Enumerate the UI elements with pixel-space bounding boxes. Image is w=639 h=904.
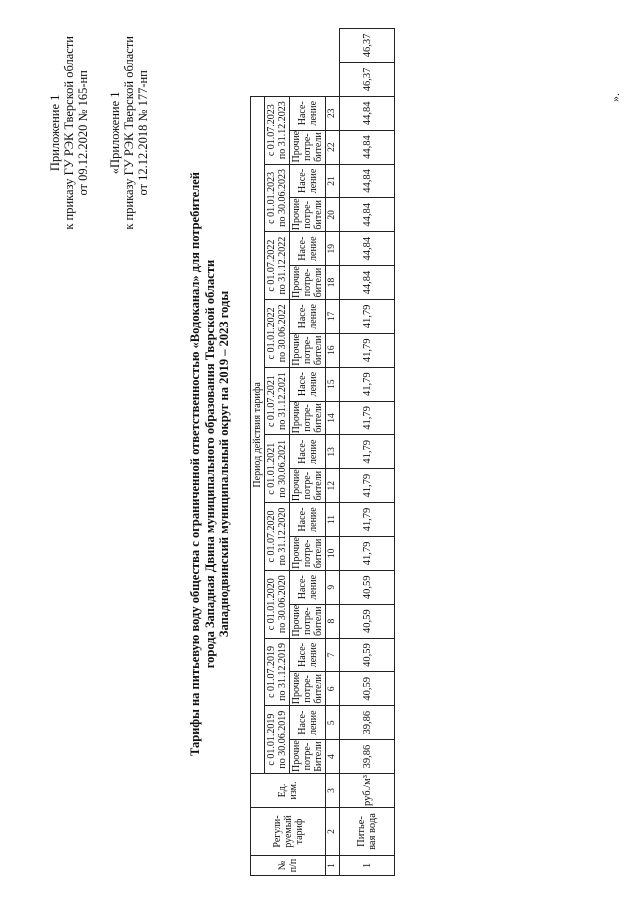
period-cell: с 01.01.2022 по 30.06.2022	[265, 299, 290, 367]
subheader-other-consumers: Прочие потре-бители	[291, 266, 324, 298]
tariff-value: 44,84	[340, 96, 395, 130]
subheader-other-consumers: Прочие потре-бители	[291, 469, 324, 502]
tariff-value: 40,59	[340, 638, 395, 672]
tariff-value: 44,84	[340, 130, 395, 164]
column-number: 15	[326, 367, 340, 401]
tariff-value: 44,84	[340, 198, 395, 232]
subheader-population: Насе-ление	[290, 232, 326, 266]
subheader-population: Насе-ление	[290, 164, 326, 198]
column-number: 5	[326, 706, 340, 740]
subheader-population: Насе-ление	[290, 706, 326, 740]
column-number: 12	[326, 469, 340, 503]
subheader-other-consumers: Прочие потре-бители	[291, 604, 324, 637]
tariff-value: 44,84	[340, 232, 395, 266]
col-header-tariff: Регули-руемый тариф	[251, 808, 326, 856]
column-number: 22	[326, 130, 340, 164]
column-number: 13	[326, 435, 340, 469]
tariff-value: 41,79	[340, 299, 395, 333]
subheader-population: Насе-ление	[290, 570, 326, 604]
column-number: 3	[326, 774, 340, 808]
column-number-row	[326, 29, 340, 876]
column-number: 17	[326, 299, 340, 333]
column-number: 7	[326, 638, 340, 672]
column-number: 14	[326, 401, 340, 435]
period-cell: с 01.07.2019 по 31.12.2019	[265, 638, 290, 706]
tariff-value: 41,79	[340, 503, 395, 537]
column-number: 11	[326, 503, 340, 537]
title-line-3: Западнодвинский муниципальный округ на 2019 – 2023 годы	[217, 290, 231, 638]
subheader-other-consumers: Прочие потре-бители	[291, 333, 324, 366]
header-block-2	[108, 36, 150, 230]
title-line-2: города Западная Двина муниципального образования Тверской области	[202, 259, 217, 669]
row-unit: руб./м³	[340, 774, 395, 808]
tariff-value: 46,37	[340, 62, 395, 96]
column-number: 19	[326, 232, 340, 266]
subheader-population: Насе-ление	[290, 299, 326, 333]
subheader-population: Насе-ление	[290, 435, 326, 469]
header-2-line-2: к приказу ГУ РЭК Тверской области	[122, 36, 136, 230]
column-number: 23	[326, 96, 340, 130]
table-row	[340, 29, 395, 876]
subheader-other-consumers: Прочие потре-бители	[291, 537, 324, 569]
subheader-population: Насе-ление	[290, 96, 326, 130]
column-number: 4	[326, 740, 340, 774]
row-tariff-name: Питье-вая вода	[340, 808, 395, 856]
tariff-value: 40,59	[340, 570, 395, 604]
tariff-value: 44,84	[340, 164, 395, 198]
column-number: 1	[326, 856, 340, 876]
header-row-1	[251, 29, 265, 876]
period-cell: с 01.07.2020 по 31.12.2020	[265, 503, 290, 571]
tariff-value: 41,79	[340, 367, 395, 401]
header-1-line-1: Приложение 1	[48, 94, 62, 172]
period-cell: с 01.01.2019 по 30.06.2019	[265, 706, 290, 774]
col-header-no: № п/п	[251, 856, 326, 876]
subheader-population: Насе-ление	[290, 503, 326, 537]
subheader-other-consumers: Прочие потре-Бители	[291, 740, 324, 772]
tariff-value: 40,59	[340, 672, 395, 706]
column-number: 16	[326, 333, 340, 367]
column-number: 6	[326, 672, 340, 706]
tariff-value: 39,86	[340, 706, 395, 740]
subheader-other-consumers: Прочие потре-бители	[291, 198, 324, 231]
period-header: Период действия тарифа	[251, 96, 265, 773]
tariff-value: 41,79	[340, 401, 395, 435]
tariff-value: 39,86	[340, 740, 395, 774]
tariff-value: 44,84	[340, 266, 395, 300]
period-cell: с 01.01.2020 по 30.06.2020	[265, 570, 290, 638]
tariff-table-body	[251, 29, 395, 876]
tariff-value: 41,79	[340, 469, 395, 503]
column-number: 10	[326, 536, 340, 570]
header-1-line-3: от 09.12.2020 № 165-нп	[76, 70, 90, 196]
row-number: 1	[340, 856, 395, 876]
header-2-line-3: от 12.12.2018 № 177-нп	[136, 70, 150, 196]
subheader-other-consumers: Прочие потре-бители	[291, 672, 324, 705]
column-number: 18	[326, 266, 340, 300]
column-number: 21	[326, 164, 340, 198]
period-cell: с 01.01.2023 по 30.06.2023	[265, 164, 290, 232]
closing-mark: ».	[608, 93, 622, 102]
tariff-value: 41,79	[340, 435, 395, 469]
period-cell: с 01.07.2022 по 31.12.2022	[265, 232, 290, 300]
tariff-value: 41,79	[340, 333, 395, 367]
document-title	[188, 64, 232, 864]
header-2-line-1: «Приложение 1	[108, 91, 122, 175]
column-number: 20	[326, 198, 340, 232]
tariff-value: 46,37	[340, 29, 395, 63]
header-row-consumers	[290, 29, 326, 876]
tariff-table	[250, 28, 395, 876]
column-number: 9	[326, 570, 340, 604]
header-block-1	[48, 36, 90, 230]
subheader-population: Насе-ление	[290, 367, 326, 401]
subheader-population: Насе-ление	[290, 638, 326, 672]
column-number: 8	[326, 604, 340, 638]
subheader-other-consumers: Прочие потре-бители	[291, 130, 324, 163]
header-1-line-2: к приказу ГУ РЭК Тверской области	[62, 36, 76, 230]
header-row-periods	[265, 29, 290, 876]
title-line-1: Тарифы на питьевую воду общества с ограниченной ответственностью «Водоканал» для потребителей	[188, 172, 202, 757]
period-cell: с 01.07.2023 по 31.12.2023	[265, 96, 290, 164]
tariff-value: 41,79	[340, 536, 395, 570]
period-cell: с 01.01.2021 по 30.06.2021	[265, 435, 290, 503]
col-header-unit: Ед. изм.	[251, 774, 326, 808]
subheader-other-consumers: Прочие потре-бители	[291, 401, 324, 434]
tariff-value: 40,59	[340, 604, 395, 638]
period-cell: с 01.07.2021 по 31.12.2021	[265, 367, 290, 435]
column-number: 2	[326, 808, 340, 856]
